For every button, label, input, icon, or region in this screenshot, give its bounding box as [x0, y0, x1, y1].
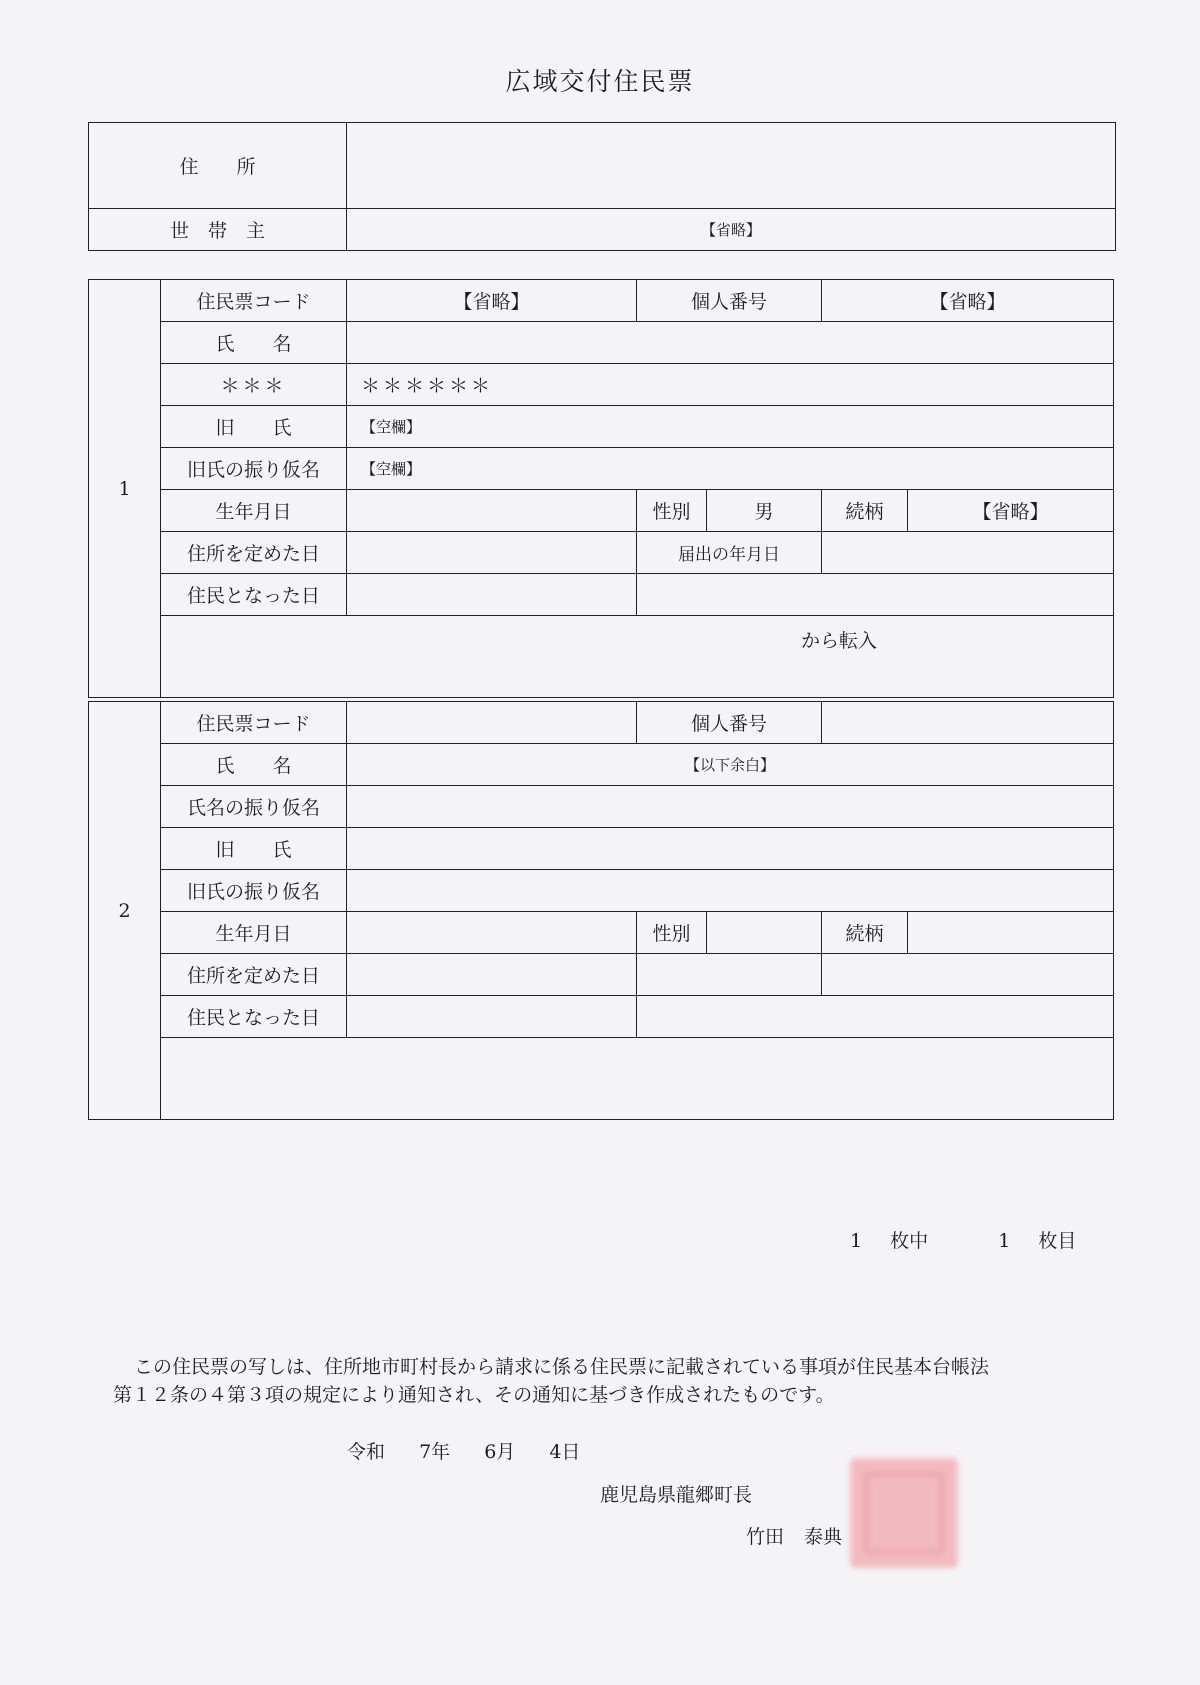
person-1-name-value — [347, 322, 1114, 364]
person-1-sex-label: 性別 — [637, 490, 707, 532]
person-2-resident-date-label: 住民となった日 — [161, 996, 347, 1038]
issuer-given-name: 泰典 — [804, 1526, 843, 1548]
page-current: 1 — [998, 1230, 1011, 1252]
person-2-sex-label: 性別 — [637, 912, 707, 954]
person-2-remarks — [161, 1038, 1114, 1120]
person-1-old-kana-label: 旧氏の振り仮名 — [161, 448, 347, 490]
person-1-mynumber-label: 個人番号 — [637, 280, 822, 322]
person-2-mynumber-value — [822, 702, 1114, 744]
person-2-birth-label: 生年月日 — [161, 912, 347, 954]
person-1-birth-label: 生年月日 — [161, 490, 347, 532]
person-1-resident-date-label: 住民となった日 — [161, 574, 347, 616]
issue-date — [347, 1437, 608, 1464]
person-2-notify-date-label — [637, 954, 822, 996]
person-2-birth-value — [347, 912, 637, 954]
person-1-sex-value: 男 — [707, 490, 822, 532]
person-1-remarks: から転入 — [161, 616, 1114, 698]
page-title: 広域交付住民票 — [505, 67, 695, 96]
date-day: 4日 — [549, 1441, 581, 1463]
person-2-notify-date-value — [822, 954, 1114, 996]
person-2-code-label: 住民票コード — [161, 702, 347, 744]
page-counter — [850, 1226, 1076, 1253]
person-1-resident-date-value — [347, 574, 637, 616]
person-2-old-kana-label: 旧氏の振り仮名 — [161, 870, 347, 912]
household-table — [88, 122, 1116, 251]
person-1-old-name-value: 【空欄】 — [347, 406, 1114, 448]
person-1-resident-extra — [637, 574, 1114, 616]
address-label: 住 所 — [89, 123, 347, 209]
person-2-mynumber-label: 個人番号 — [637, 702, 822, 744]
address-value — [347, 123, 1116, 209]
person-1-old-kana-value: 【空欄】 — [347, 448, 1114, 490]
person-1-kana-label: ＊＊＊ — [161, 364, 347, 406]
person-2-relation-label: 続柄 — [822, 912, 908, 954]
person-2-resident-extra — [637, 996, 1114, 1038]
page-total-unit: 枚中 — [890, 1230, 929, 1252]
person-2-address-date-label: 住所を定めた日 — [161, 954, 347, 996]
person-2-old-name-value — [347, 828, 1114, 870]
person-1-notify-date-value — [822, 532, 1114, 574]
person-1-kana-value: ＊＊＊＊＊＊ — [347, 364, 1114, 406]
person-2-resident-date-value — [347, 996, 637, 1038]
issuer-surname: 竹田 — [746, 1526, 785, 1548]
person-1-name-label: 氏 名 — [161, 322, 347, 364]
official-seal-border — [864, 1472, 944, 1554]
person-1-address-date-label: 住所を定めた日 — [161, 532, 347, 574]
person-1-address-date-value — [347, 532, 637, 574]
date-era: 令和 — [347, 1441, 386, 1463]
person-2-name-value: 【以下余白】 — [347, 744, 1114, 786]
person-2-old-kana-value — [347, 870, 1114, 912]
person-2-table — [88, 701, 1114, 1120]
page-current-unit: 枚目 — [1038, 1230, 1077, 1252]
person-1-relation-label: 続柄 — [822, 490, 908, 532]
official-seal-stamp — [850, 1458, 958, 1568]
person-1-relation-value: 【省略】 — [908, 490, 1114, 532]
person-2-kana-value — [347, 786, 1114, 828]
notice-line-2: 第１２条の４第３項の規定により通知され、その通知に基づき作成されたものです。 — [113, 1384, 835, 1406]
person-1-index: 1 — [89, 280, 161, 698]
person-1-old-name-label: 旧 氏 — [161, 406, 347, 448]
issuer-name — [746, 1522, 862, 1549]
person-2-name-label: 氏 名 — [161, 744, 347, 786]
person-1-mynumber-value: 【省略】 — [822, 280, 1114, 322]
person-2-relation-value — [908, 912, 1114, 954]
notice-line-1: この住民票の写しは、住所地市町村長から請求に係る住民票に記載されている事項が住民基本台帳法 — [134, 1356, 990, 1378]
person-1-code-label: 住民票コード — [161, 280, 347, 322]
household-head-label: 世 帯 主 — [89, 209, 347, 251]
person-2-index: 2 — [89, 702, 161, 1120]
person-2-old-name-label: 旧 氏 — [161, 828, 347, 870]
page-total: 1 — [850, 1230, 863, 1252]
issuer-office: 鹿児島県龍郷町長 — [600, 1484, 753, 1506]
person-2-sex-value — [707, 912, 822, 954]
person-1-table — [88, 279, 1114, 698]
date-year: 7年 — [419, 1441, 451, 1463]
person-2-address-date-value — [347, 954, 637, 996]
person-2-code-value — [347, 702, 637, 744]
person-1-code-value: 【省略】 — [347, 280, 637, 322]
person-1-birth-value — [347, 490, 637, 532]
household-head-value: 【省略】 — [347, 209, 1116, 251]
person-1-notify-date-label: 届出の年月日 — [637, 532, 822, 574]
person-2-kana-label: 氏名の振り仮名 — [161, 786, 347, 828]
date-month: 6月 — [484, 1441, 516, 1463]
certification-notice — [113, 1353, 1113, 1409]
